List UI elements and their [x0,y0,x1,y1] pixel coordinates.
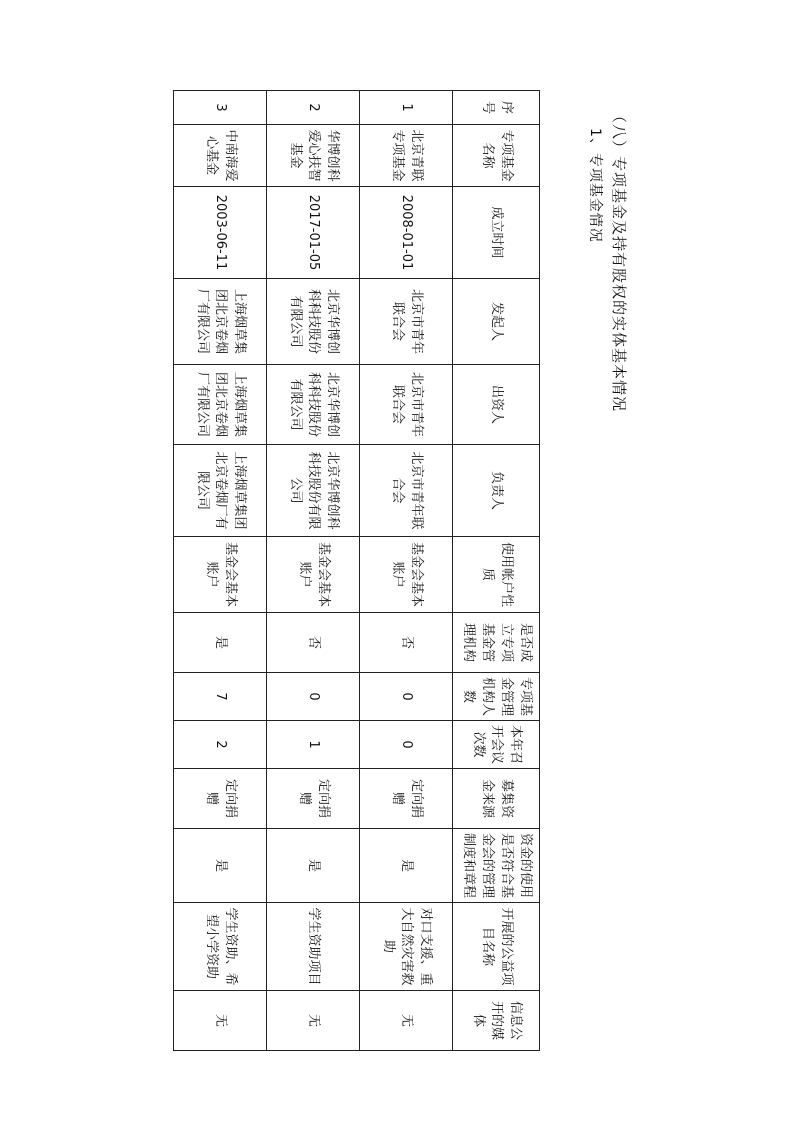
cell-account-type: 基金会基本账户 [174,537,267,613]
cell-person-in-charge: 北京华博创科科技股份有限公司 [267,445,360,537]
cell-meetings-this-year: 0 [360,721,453,769]
cell-compliance: 是 [360,829,453,903]
cell-has-management-body: 否 [360,613,453,673]
cell-meetings-this-year: 1 [267,721,360,769]
cell-contributor: 北京华博创科科技股份有限公司 [267,365,360,445]
header-index: 序号 [453,91,540,125]
header-project-names: 开展的公益项目名称 [453,903,540,991]
table-row [267,91,360,1051]
header-initiator: 发起人 [453,279,540,365]
cell-established-date: 2017-01-05 [267,187,360,279]
cell-person-in-charge: 上海烟草集团北京卷烟厂有限公司 [174,445,267,537]
cell-established-date: 2008-01-01 [360,187,453,279]
cell-compliance: 是 [267,829,360,903]
cell-fund-name: 北京青联专项基金 [360,125,453,187]
header-established-date: 成立时间 [453,187,540,279]
cell-initiator: 北京华博创科科技股份有限公司 [267,279,360,365]
cell-contributor: 上海烟草集团北京卷烟厂有限公司 [174,365,267,445]
special-fund-table [173,90,540,1051]
cell-management-headcount: 0 [360,673,453,721]
cell-management-headcount: 0 [267,673,360,721]
cell-index: 3 [174,91,267,125]
header-has-management-body: 是否成立专项基金管理机构 [453,613,540,673]
cell-fund-name: 中南海爱心基金 [174,125,267,187]
cell-meetings-this-year: 2 [174,721,267,769]
cell-fund-name: 华博创科爱心扶智基金 [267,125,360,187]
cell-initiator: 上海烟草集团北京卷烟厂有限公司 [174,279,267,365]
section-heading: （八）专项基金及持有股权的实体基本情况 [610,108,628,413]
cell-compliance: 是 [174,829,267,903]
cell-funding-source: 定向捐赠 [267,769,360,829]
header-management-headcount: 专项基金管理机构人数 [453,673,540,721]
cell-project-names: 对口支援、重大自然灾害救助 [360,903,453,991]
cell-disclosure-media: 无 [174,991,267,1051]
cell-contributor: 北京市青年联合会 [360,365,453,445]
cell-has-management-body: 否 [267,613,360,673]
cell-index: 2 [267,91,360,125]
cell-funding-source: 定向捐赠 [360,769,453,829]
rotated-page-content [170,90,630,1040]
cell-disclosure-media: 无 [267,991,360,1051]
cell-established-date: 2003-06-11 [174,187,267,279]
cell-disclosure-media: 无 [360,991,453,1051]
cell-project-names: 学生资助、希望小学资助 [174,903,267,991]
table-row [360,91,453,1051]
cell-person-in-charge: 北京市青年联合会 [360,445,453,537]
header-funding-source: 募集资金来源 [453,769,540,829]
header-compliance: 资金的使用是否符合基金会的管理制度和章程 [453,829,540,903]
cell-management-headcount: 7 [174,673,267,721]
cell-project-names: 学生资助项目 [267,903,360,991]
section-subheading: 1、专项基金情况 [587,128,603,243]
cell-index: 1 [360,91,453,125]
cell-account-type: 基金会基本账户 [360,537,453,613]
table-header-row [453,91,540,1051]
header-person-in-charge: 负责人 [453,445,540,537]
cell-initiator: 北京市青年联合会 [360,279,453,365]
header-meetings-this-year: 本年召开会议次数 [453,721,540,769]
cell-account-type: 基金会基本账户 [267,537,360,613]
header-disclosure-media: 信息公开的媒体 [453,991,540,1051]
header-fund-name: 专项基金名称 [453,125,540,187]
header-contributor: 出资人 [453,365,540,445]
cell-funding-source: 定向捐赠 [174,769,267,829]
cell-has-management-body: 是 [174,613,267,673]
header-account-type: 使用帐户性质 [453,537,540,613]
table-row [174,91,267,1051]
